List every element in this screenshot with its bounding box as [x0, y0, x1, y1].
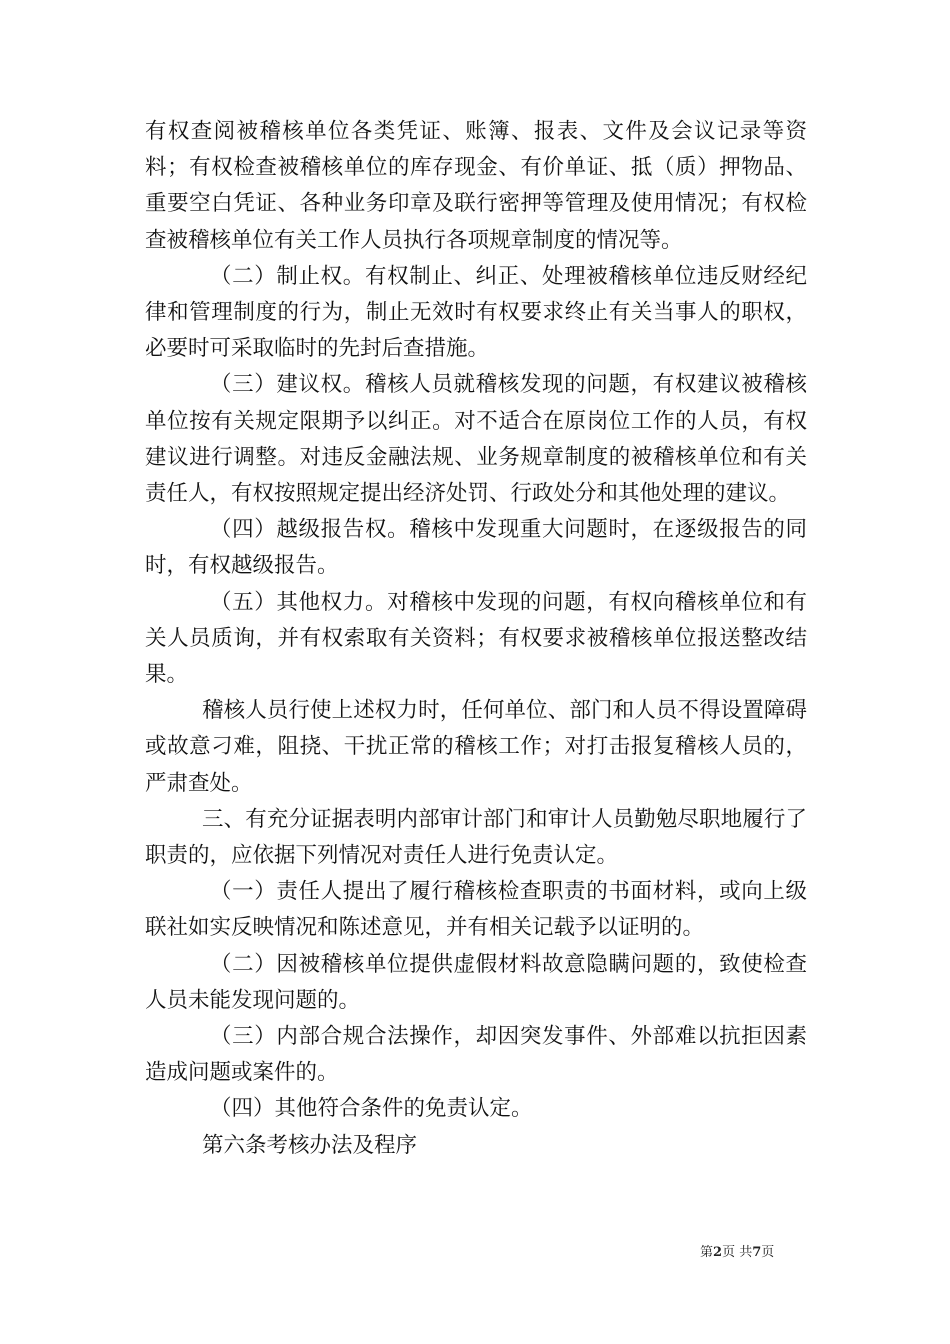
paragraph-exemption-2: （二）因被稽核单位提供虚假材料故意隐瞒问题的，致使检查人员未能发现问题的。	[145, 951, 807, 1013]
paragraph-other-rights: （五）其他权力。对稽核中发现的问题，有权向稽核单位和有关人员质询，并有权索取有关资料；有权要求被稽核单位报送整改结果。	[145, 589, 807, 688]
paragraph-exemption-1: （一）责任人提出了履行稽核检查职责的书面材料，或向上级联社如实反映情况和陈述意见，并有相关记载予以证明的。	[145, 879, 807, 941]
document-body	[145, 114, 807, 1164]
current-page-number: 2	[713, 1245, 723, 1260]
paragraph-exemption-3: （三）内部合规合法操作，却因突发事件、外部难以抗拒因素造成问题或案件的。	[145, 1024, 807, 1086]
footer-prefix: 第	[700, 1245, 714, 1260]
footer-middle: 页 共	[722, 1245, 753, 1260]
total-page-count: 7	[752, 1245, 762, 1260]
paragraph-no-obstruction: 稽核人员行使上述权力时，任何单位、部门和人员不得设置障碍或故意刁难，阻挠、干扰正常的稽核工作；对打击报复稽核人员的，严肃查处。	[145, 698, 807, 796]
paragraph-exemption-4: （四）其他符合条件的免责认定。	[210, 1096, 533, 1122]
page-number-footer	[700, 1244, 820, 1262]
paragraph-report-right: （四）越级报告权。稽核中发现重大问题时，在逐级报告的同时，有权越级报告。	[145, 517, 807, 579]
paragraph-suggestion-right: （三）建议权。稽核人员就稽核发现的问题，有权建议被稽核单位按有关规定限期予以纠正。对不适合在原岗位工作的人员，有权建议进行调整。对违反金融法规、业务规章制度的被稽核单位和有关责任人，有权按照规定提出经济处罚、行政处分和其他处理的建议。	[145, 372, 807, 507]
footer-suffix: 页	[761, 1245, 775, 1260]
paragraph-exemption-intro: 三、有充分证据表明内部审计部门和审计人员勤勉尽职地履行了职责的，应依据下列情况对责任人进行免责认定。	[145, 806, 807, 869]
paragraph-rights-continuation: 有权查阅被稽核单位各类凭证、账簿、报表、文件及会议记录等资料；有权检查被稽核单位的库存现金、有价单证、抵（质）押物品、重要空白凭证、各种业务印章及联行密押等管理及使用情况；有权检查被稽核单位有关工作人员执行各项规章制度的情况等。	[145, 119, 807, 253]
paragraph-article-six-heading: 第六条考核办法及程序	[202, 1132, 418, 1158]
paragraph-stop-right: （二）制止权。有权制止、纠正、处理被稽核单位违反财经纪律和管理制度的行为，制止无效时有权要求终止有关当事人的职权，必要时可采取临时的先封后查措施。	[145, 263, 807, 362]
